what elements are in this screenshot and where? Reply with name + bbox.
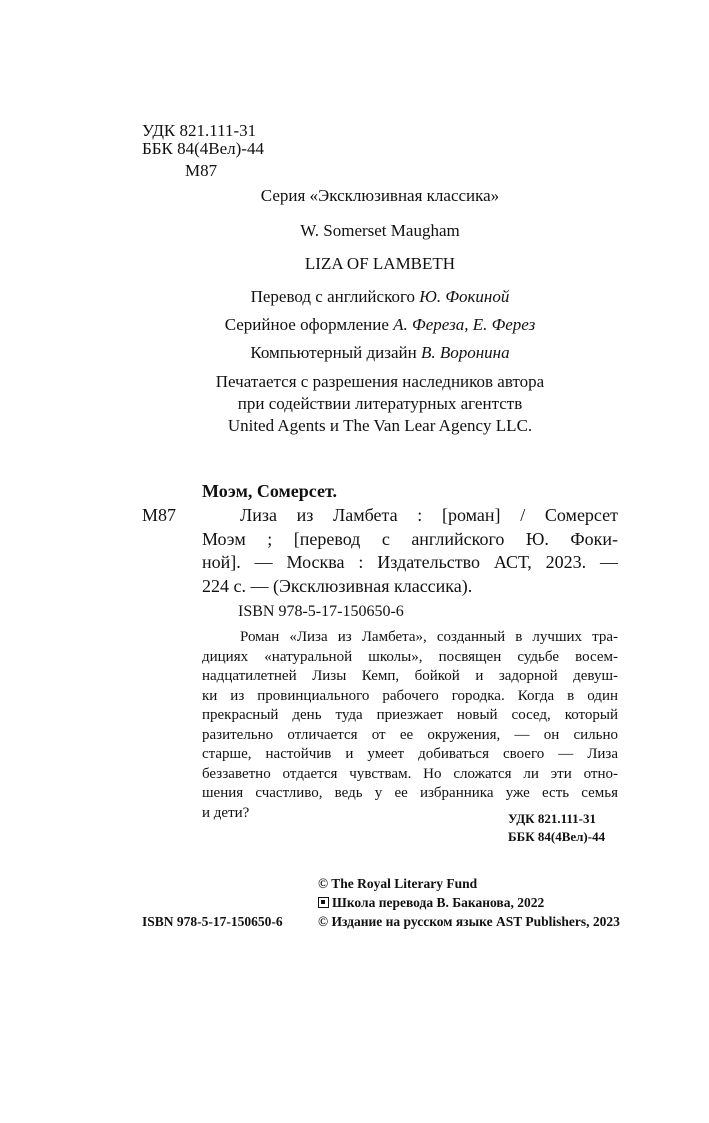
permission-notice: Печатается с разрешения наследников автора при содействии литературных агентств United Agents и The Van Lear Agency LLC. xyxy=(215,372,545,435)
computer-designer-name: В. Воронина xyxy=(420,343,510,362)
catalog-description: Лиза из Ламбета : [роман] / Сомерсет Моэм ; [перевод с английского Ю. Фоки- ной]. — Москва : Издательство АСТ, 2023. — 224 с. — (Эксклюзивная классика). xyxy=(202,505,618,596)
udk-code: УДК 821.111-31 xyxy=(142,121,257,140)
series-design-credit: Серийное оформление А. Фереза, Е. Ферез xyxy=(224,315,536,334)
series-designers-names: А. Фереза, Е. Ферез xyxy=(393,315,536,334)
translator-name: Ю. Фокиной xyxy=(419,287,510,306)
copyright-ast-publishers: © Издание на русском языке AST Publishers, 2023 xyxy=(318,914,620,929)
annotation: Роман «Лиза из Ламбета», созданный в лучших тра- дициях «натуральной школы», посвящен судьбе восем- надцатилетней Лизы Кемп, бойкой и задорной девуш- ки из провинциального рабочего городка. Когда в один прекрасный день туда приезжает новый сосед, который разительно отличается от ее окружения, — он сильно старше, настойчив и умеет добиваться своего — Лиза беззаветно отдается чувствам. Но сложатся ли эти отно- шения счастливо, ведь у ее избранника уже есть семья и дети? xyxy=(202,629,618,821)
catalog-author-mark: М87 xyxy=(142,505,177,525)
translation-credit: Перевод с английского Ю. Фокиной xyxy=(250,287,510,306)
author-mark: М87 xyxy=(185,161,218,180)
catalog-bbk: ББК 84(4Вел)-44 xyxy=(508,829,606,844)
school-logo-icon xyxy=(318,897,329,908)
catalog-udk: УДК 821.111-31 xyxy=(508,811,596,826)
bbk-code: ББК 84(4Вел)-44 xyxy=(142,139,264,158)
imprint-isbn: ISBN 978-5-17-150650-6 xyxy=(142,914,283,929)
copyright-royal-literary-fund: © The Royal Literary Fund xyxy=(318,876,478,891)
copyright-school-of-translation: Школа перевода В. Баканова, 2022 xyxy=(318,893,620,912)
series-title: Серия «Эксклюзивная классика» xyxy=(260,186,500,205)
catalog-heading: Моэм, Сомерсет. xyxy=(202,481,337,501)
catalog-isbn: ISBN 978-5-17-150650-6 xyxy=(238,603,404,620)
original-author: W. Somerset Maugham xyxy=(300,221,460,240)
computer-design-credit: Компьютерный дизайн В. Воронина xyxy=(250,343,510,362)
original-title: LIZA OF LAMBETH xyxy=(304,254,456,273)
copyright-block xyxy=(318,874,620,931)
